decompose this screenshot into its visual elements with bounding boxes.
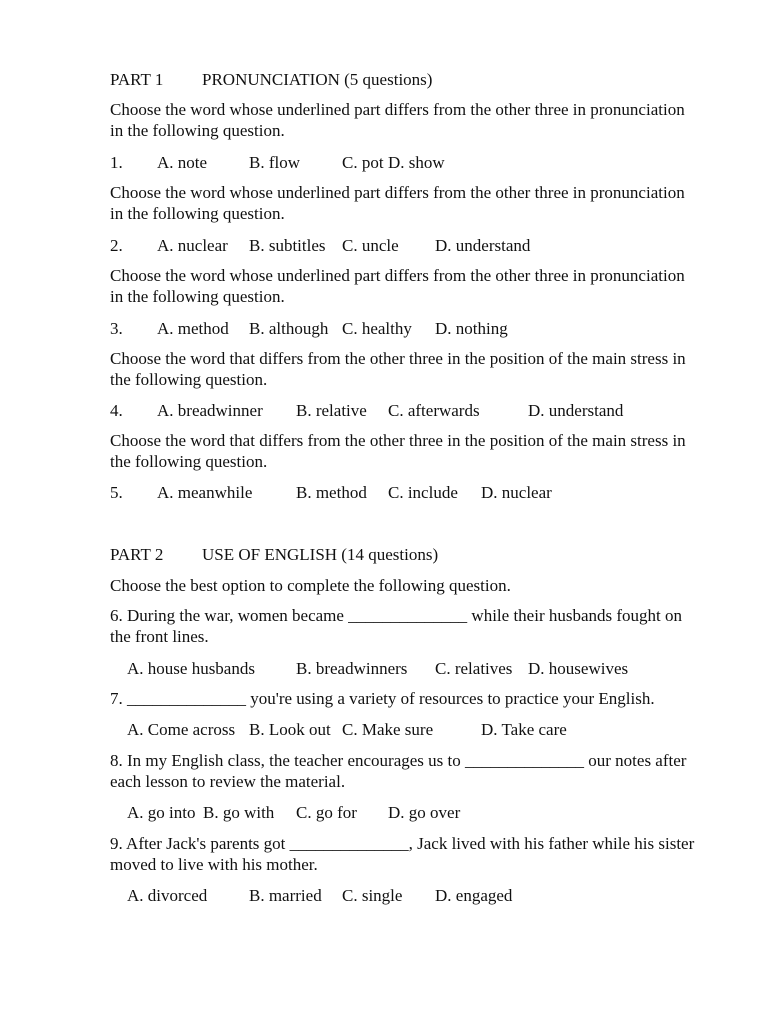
q7-option-d: D. Take care — [481, 720, 567, 739]
q3-number: 3. — [110, 319, 123, 338]
part1-label: PART 1 — [110, 70, 164, 89]
q8-option-b: B. go with — [203, 803, 275, 822]
part2-title: USE OF ENGLISH (14 questions) — [202, 545, 439, 564]
q9-option-b: B. married — [249, 886, 322, 905]
q4-number: 4. — [110, 401, 123, 420]
q2-option-d: D. understand — [435, 236, 531, 255]
q8-option-c: C. go for — [296, 803, 357, 822]
q5-instruction: Choose the word that differs from the other three in the position of the main stress in the following question. — [110, 431, 686, 471]
q1-option-b: B. flow — [249, 153, 300, 172]
q7-option-c: C. Make sure — [342, 720, 434, 739]
q8-option-a: A. go into — [127, 803, 196, 822]
q9-stem: 9. After Jack's parents got ______________, Jack lived with his father while his sister moved to live with his mother. — [110, 834, 695, 874]
q7-option-a: A. Come across — [127, 720, 236, 739]
part2-instruction: Choose the best option to complete the following question. — [110, 576, 511, 595]
q3-option-c: C. healthy — [342, 319, 412, 338]
q5-option-a: A. meanwhile — [157, 483, 253, 502]
q8-option-d: D. go over — [388, 803, 461, 822]
q5-option-b: B. method — [296, 483, 367, 502]
q1-instruction: Choose the word whose underlined part differs from the other three in pronunciation in the following question. — [110, 100, 685, 140]
q6-option-a: A. house husbands — [127, 659, 255, 678]
q4-option-b: B. relative — [296, 401, 367, 420]
q6-option-d: D. housewives — [528, 659, 629, 678]
q3-instruction: Choose the word whose underlined part differs from the other three in pronunciation in the following question. — [110, 266, 685, 306]
q2-option-a: A. nuclear — [157, 236, 228, 255]
q4-option-a: A. breadwinner — [157, 401, 263, 420]
q9-option-c: C. single — [342, 886, 403, 905]
q5-option-c: C. include — [388, 483, 458, 502]
q1-number: 1. — [110, 153, 123, 172]
q7-option-b: B. Look out — [249, 720, 331, 739]
q4-instruction: Choose the word that differs from the other three in the position of the main stress in the following question. — [110, 349, 686, 389]
q1-option-d: D. show — [388, 153, 445, 172]
q5-option-d: D. nuclear — [481, 483, 552, 502]
q6-stem: 6. During the war, women became ______________ while their husbands fought on the front lines. — [110, 606, 683, 646]
part1-title: PRONUNCIATION (5 questions) — [202, 70, 433, 89]
part2-label: PART 2 — [110, 545, 164, 564]
q2-instruction: Choose the word whose underlined part differs from the other three in pronunciation in the following question. — [110, 183, 685, 223]
q9-option-a: A. divorced — [127, 886, 208, 905]
q3-option-a: A. method — [157, 319, 229, 338]
q9-option-d: D. engaged — [435, 886, 513, 905]
q1-option-a: A. note — [157, 153, 208, 172]
q4-option-c: C. afterwards — [388, 401, 480, 420]
q5-number: 5. — [110, 483, 123, 502]
q2-option-b: B. subtitles — [249, 236, 326, 255]
q8-stem: 8. In my English class, the teacher encourages us to ______________ our notes after each lesson to review the material. — [110, 751, 687, 791]
q7-stem: 7. ______________ you're using a variety of resources to practice your English. — [110, 689, 655, 708]
q3-option-b: B. although — [249, 319, 329, 338]
q2-option-c: C. uncle — [342, 236, 399, 255]
q4-option-d: D. understand — [528, 401, 624, 420]
q6-option-c: C. relatives — [435, 659, 513, 678]
q2-number: 2. — [110, 236, 123, 255]
q3-option-d: D. nothing — [435, 319, 508, 338]
q6-option-b: B. breadwinners — [296, 659, 408, 678]
q1-option-c: C. pot — [342, 153, 384, 172]
